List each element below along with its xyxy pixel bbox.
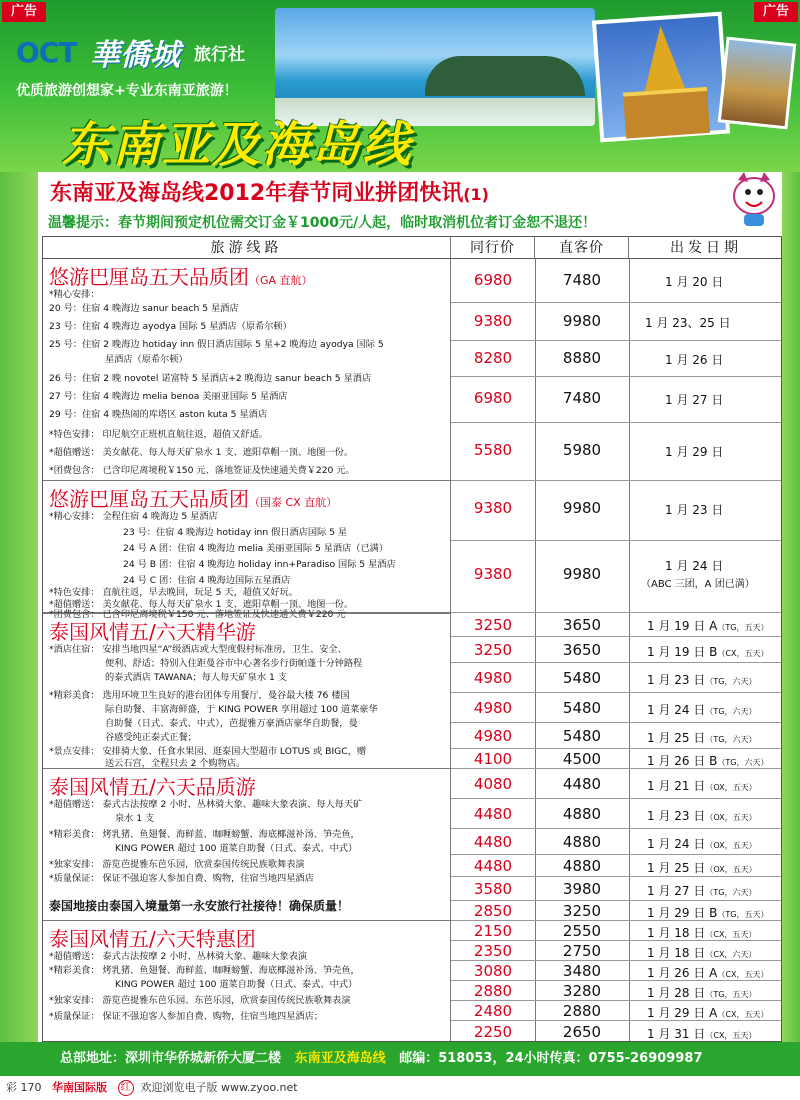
- date-text: 1 月 28 日: [647, 986, 706, 1000]
- logo-chinese: 華僑城: [90, 38, 180, 73]
- date-note: （CX，六天）: [705, 950, 757, 959]
- peer-price: 3250: [473, 641, 513, 659]
- price-row: [451, 1001, 782, 1021]
- route-detail-line: 23 号：住宿 4 晚海边 hotiday inn 假日酒店国际 5 星: [123, 527, 348, 538]
- date-note: （TG，五天）: [717, 910, 769, 919]
- date-note: （TG，五天）: [705, 990, 757, 999]
- footer-fax: 邮编：518053，24小时传真：0755-26909987: [399, 1051, 703, 1066]
- route-detail-line: 便利、舒适；特别入住距曼谷市中心著名步行街帕蓬十分钟路程: [105, 658, 363, 669]
- section-title-text: 悠游巴厘岛五天品质团: [49, 487, 249, 511]
- date-note: （TG，六天）: [705, 888, 757, 897]
- price-row: [451, 303, 782, 341]
- peer-price: 2350: [473, 942, 513, 960]
- route-detail-line: KING POWER 超过 100 道菜自助餐（日式、泰式、中式）: [115, 843, 358, 854]
- departure-date: [647, 701, 782, 718]
- price-row: [451, 541, 782, 613]
- date-note: （OX，五天）: [705, 783, 757, 792]
- departure-date: [647, 1025, 782, 1042]
- direct-price: 4880: [562, 857, 602, 875]
- ad-label-right: 广告: [754, 2, 798, 22]
- departure-date: [647, 835, 782, 852]
- direct-price: 3480: [562, 962, 602, 980]
- direct-price: 2650: [562, 1023, 602, 1041]
- section-thai-premium: [43, 613, 451, 769]
- departure-date: 1 月 23、25 日: [645, 316, 731, 330]
- date-text: 1 月 29 日 B: [647, 906, 718, 920]
- ebook-link[interactable]: 欢迎浏览电子版 www.zyoo.net: [140, 1081, 298, 1094]
- price-row: [451, 693, 782, 723]
- departure-date: 1 月 27 日: [665, 393, 724, 407]
- route-detail-line: KING POWER 超过 100 道菜自助餐（日式、泰式、中式）: [115, 979, 358, 990]
- route-detail-line: 24 号 C 团：住宿 4 晚海边国际五星酒店: [123, 575, 291, 586]
- logo-suffix: 旅行社: [194, 45, 245, 65]
- date-note: （OX，五天）: [705, 841, 757, 850]
- departure-date: [647, 777, 782, 794]
- price-row: [451, 901, 782, 921]
- route-detail-line: *特色安排： 直航往返，早去晚回，玩足 5 天，超值又好玩。: [49, 587, 298, 598]
- section-tag: （GA 直航）: [249, 274, 313, 287]
- peer-price: 9380: [473, 312, 513, 330]
- departure-date: 1 月 20 日: [665, 275, 724, 289]
- date-note: （TG，六天）: [717, 758, 769, 767]
- footer-address: 总部地址：深圳市华侨城新侨大厦二楼: [60, 1051, 282, 1066]
- price-row: [451, 855, 782, 877]
- price-row: [451, 769, 782, 799]
- section-thai-value: [43, 921, 451, 1042]
- departure-date: 1 月 24 日: [665, 559, 724, 573]
- direct-price: 5480: [562, 727, 602, 745]
- route-detail-line: *酒店住宿： 安排当地四星“A”级酒店或大型度假村标准房，卫生、安全、: [49, 644, 347, 655]
- thai-temple-photo: [592, 12, 730, 143]
- price-row: [451, 663, 782, 693]
- date-text: 1 月 23 日: [647, 673, 706, 687]
- route-price-table: [42, 236, 782, 1042]
- departure-date: [647, 1004, 782, 1021]
- departure-date: [647, 984, 782, 1001]
- direct-price: 4500: [562, 750, 602, 768]
- departure-date: [647, 729, 782, 746]
- direct-price: 9980: [562, 499, 602, 517]
- peer-price: 4080: [473, 775, 513, 793]
- peer-price: 4480: [473, 805, 513, 823]
- date-text: 1 月 31 日: [647, 1027, 706, 1041]
- temple-base-shape: [623, 87, 710, 139]
- departure-date: [647, 752, 782, 769]
- header-departure: 出发日期: [629, 237, 782, 259]
- date-note: （OX，五天）: [705, 813, 757, 822]
- peer-price: 2250: [473, 1023, 513, 1041]
- direct-price: 3650: [562, 641, 602, 659]
- peer-price: 4980: [473, 699, 513, 717]
- route-detail-line: *精心安排： 全程住宿 4 晚海边 5 星酒店: [49, 511, 218, 522]
- route-detail-line: 24 号 A 团：住宿 4 晚海边 melia 美丽亚国际 5 星酒店（已满）: [123, 543, 389, 554]
- direct-price: 3250: [562, 902, 602, 920]
- departure-date: [647, 859, 782, 876]
- section-title: 泰国风情五/六天精华游: [49, 620, 256, 644]
- route-detail-line: *独家安排： 游览芭提雅东芭乐园，欣赏泰国传统民族歌舞表演: [49, 859, 305, 870]
- section-bali-ga: [43, 259, 451, 481]
- route-detail-line: *超值赠送： 泰式古法按摩 2 小时、丛林骑大象、趣味大象表演: [49, 951, 308, 962]
- price-row: [451, 829, 782, 855]
- peer-price: 2850: [473, 902, 513, 920]
- header-route: 旅游线路: [43, 237, 451, 259]
- header-direct-price: 直客价: [535, 237, 629, 259]
- brand-logo: [16, 28, 276, 78]
- route-detail-line: *景点安排： 安排骑大象、任食水果园、逛泰国大型超市 LOTUS 或 BIGC，赠: [49, 746, 367, 757]
- direct-price: 3650: [562, 616, 602, 634]
- peer-price: 6980: [473, 271, 513, 289]
- peer-price: 3080: [473, 962, 513, 980]
- page-info-bar: [0, 1076, 800, 1100]
- peer-price: 3580: [473, 880, 513, 898]
- price-row: [451, 877, 782, 901]
- price-row: [451, 799, 782, 829]
- route-detail-line: *精彩美食： 选用环境卫生良好的港台团体专用餐厅，曼谷最大楼 76 楼国: [49, 690, 350, 701]
- mascot-icon: [726, 170, 782, 230]
- header-banner: [0, 0, 800, 172]
- route-detail-line: 际自助餐、丰富海鲜盛，于 KING POWER 享用超过 100 道菜豪华: [105, 704, 378, 715]
- brand-slogan: 优质旅游创想家+专业东南亚旅游！: [16, 83, 238, 99]
- direct-price: 4480: [562, 775, 602, 793]
- direct-price: 2750: [562, 942, 602, 960]
- direct-price: 3980: [562, 880, 602, 898]
- date-note: （CX，五天）: [705, 930, 757, 939]
- route-detail-line: 泉水 1 支: [115, 813, 155, 824]
- departure-date: 1 月 29 日: [665, 445, 724, 459]
- right-side-bar: [782, 172, 800, 1042]
- peer-price: 2150: [473, 922, 513, 940]
- route-detail-line: 27 号：住宿 4 晚海边 melia benoa 美丽亚国际 5 星酒店: [49, 391, 288, 402]
- route-detail-line: 25 号：住宿 2 晚海边 hotiday inn 假日酒店国际 5 星+2 晚海边 ayodya 国际 5: [49, 339, 384, 350]
- page-title: 东南亚及海岛线: [62, 117, 413, 172]
- price-row: [451, 921, 782, 941]
- date-note: （CX，五天）: [705, 1031, 757, 1040]
- date-text: 1 月 19 日 B: [647, 645, 718, 659]
- direct-price: 7480: [562, 271, 602, 289]
- departure-date: 1 月 23 日: [665, 503, 724, 517]
- route-detail-line: *团费包含： 已含印尼离境税￥150 元、落地签证及快速通关费￥220 元。: [49, 465, 355, 476]
- price-row: [451, 981, 782, 1001]
- direct-price: 4880: [562, 805, 602, 823]
- peer-price: 9380: [473, 565, 513, 583]
- direct-price: 7480: [562, 389, 602, 407]
- date-note: （CX，五天）: [717, 1010, 769, 1019]
- route-detail-line: 星酒店（原希尔顿）: [105, 354, 188, 365]
- route-detail-line: *精心安排：: [49, 289, 100, 300]
- route-detail-line: 送云石宫，全程只去 2 个购物店。: [105, 758, 246, 769]
- peer-price: 4480: [473, 857, 513, 875]
- route-detail-line: *质量保证： 保证不强迫客人参加自费、购物，住宿当地四星酒店；: [49, 1011, 323, 1022]
- date-text: 1 月 26 日 B: [647, 754, 718, 768]
- direct-price: 5980: [562, 441, 602, 459]
- date-text: 1 月 24 日: [647, 703, 706, 717]
- price-row: [451, 1021, 782, 1042]
- date-note: （TG，六天）: [705, 707, 757, 716]
- route-detail-line: *精彩美食： 烤乳猪、鱼翅餐、海鲜蓝、咖喱螃蟹、海底椰滋补汤、笋壳鱼，: [49, 829, 360, 840]
- peer-price: 8280: [473, 349, 513, 367]
- temple-small-photo: [718, 37, 797, 130]
- date-text: 1 月 27 日: [647, 884, 706, 898]
- peer-price: 9380: [473, 499, 513, 517]
- peer-price: 3250: [473, 616, 513, 634]
- peer-price: 4480: [473, 833, 513, 851]
- price-row: [451, 259, 782, 303]
- temple-spire-shape: [638, 24, 687, 97]
- footer-contact: [0, 1042, 800, 1076]
- date-text: 1 月 26 日 A: [647, 966, 718, 980]
- date-note: （TG，六天）: [705, 735, 757, 744]
- price-row: [451, 723, 782, 749]
- subtitle-number: (1): [463, 185, 489, 204]
- quality-guarantee-note: 泰国地接由泰国入境量第一永安旅行社接待！确保质量！: [49, 899, 350, 913]
- section-thai-quality: [43, 769, 451, 921]
- departure-date: [647, 882, 782, 899]
- date-text: 1 月 18 日: [647, 926, 706, 940]
- route-detail-line: *质量保证： 保证不强迫客人参加自费、购物，住宿当地四星酒店: [49, 873, 314, 884]
- route-detail-line: *精彩美食： 烤乳猪、鱼翅餐、海鲜蓝、咖喱螃蟹、海底椰滋补汤、笋壳鱼，: [49, 965, 360, 976]
- direct-price: 5480: [562, 699, 602, 717]
- subtitle-text: 东南亚及海岛线2012年春节同业拼团快讯: [50, 181, 464, 206]
- footer-department: 东南亚及海岛线: [294, 1051, 386, 1066]
- date-note: （OX，五天）: [705, 865, 757, 874]
- edition-label: 华南国际版: [52, 1081, 107, 1094]
- date-note: （CX，五天）: [717, 970, 769, 979]
- route-detail-line: *超值赠送： 美女献花、每人每天矿泉水 1 支、遮阳草帽一顶、地图一份。: [49, 447, 354, 458]
- date-text: 1 月 18 日: [647, 946, 706, 960]
- promo-subtitle: [50, 176, 489, 207]
- direct-price: 2550: [562, 922, 602, 940]
- price-row: [451, 481, 782, 541]
- peer-price: 6980: [473, 389, 513, 407]
- peer-price: 4980: [473, 727, 513, 745]
- departure-date: [647, 904, 782, 921]
- departure-date: [647, 617, 782, 634]
- left-side-bar: [0, 172, 38, 1042]
- date-text: 1 月 21 日: [647, 779, 706, 793]
- date-text: 1 月 19 日 A: [647, 619, 718, 633]
- price-row: [451, 961, 782, 981]
- section-title-text: 悠游巴厘岛五天品质团: [49, 265, 249, 289]
- route-detail-line: 的泰式酒店 TAWANA；每人每天矿泉水 1 支: [105, 672, 287, 683]
- departure-date: [647, 944, 782, 961]
- direct-price: 2880: [562, 1002, 602, 1020]
- departure-date: [647, 671, 782, 688]
- price-row: [451, 637, 782, 663]
- departure-date: 1 月 26 日: [665, 353, 724, 367]
- date-text: 1 月 29 日 A: [647, 1006, 718, 1020]
- route-detail-line: *特色安排： 印尼航空正班机直航往返，超值又舒适。: [49, 429, 268, 440]
- route-detail-line: 29 号：住宿 4 晚热闹的库塔区 aston kuta 5 星酒店: [49, 409, 268, 420]
- route-detail-line: *独家安排： 游览芭提雅东芭乐园、东芭乐园，欣赏泰国传统民族歌舞表演: [49, 995, 351, 1006]
- route-detail-line: 谷感受纯正泰式正餐；: [105, 732, 197, 743]
- peer-price: 2480: [473, 1002, 513, 1020]
- logo-latin: OCT: [16, 36, 77, 69]
- peer-price: 2880: [473, 982, 513, 1000]
- price-row: [451, 749, 782, 769]
- header-peer-price: 同行价: [451, 237, 535, 259]
- price-row: [451, 941, 782, 961]
- date-text: 1 月 25 日: [647, 861, 706, 875]
- date-note: （TG，五天）: [717, 623, 769, 632]
- direct-price: 8880: [562, 349, 602, 367]
- direct-price: 5480: [562, 669, 602, 687]
- route-detail-line: 26 号：住宿 2 晚 novotel 诺富特 5 星酒店+2 晚海边 sanur beach 5 星酒店: [49, 373, 372, 384]
- direct-price: 4880: [562, 833, 602, 851]
- peer-price: 4980: [473, 669, 513, 687]
- route-detail-line: *超值赠送： 美女献花、每人每天矿泉水 1 支、遮阳草帽一顶、地图一份。: [49, 599, 354, 610]
- departure-date: [647, 964, 782, 981]
- section-tag: （国泰 CX 直航）: [249, 496, 338, 509]
- route-detail-line: *超值赠送： 泰式古法按摩 2 小时、丛林骑大象、趣味大象表演、每人每天矿: [49, 799, 363, 810]
- price-row: [451, 613, 782, 637]
- date-note: （CX，五天）: [717, 649, 769, 658]
- date-text: 1 月 24 日: [647, 837, 706, 851]
- route-detail-line: *团费包含： 已含印尼离境税￥150 元、落地签证及快速通关费￥220 元: [49, 609, 346, 620]
- price-row: [451, 423, 782, 481]
- route-detail-line: 自助餐（日式、泰式、中式），芭提雅万豪酒店豪华自助餐，曼: [105, 718, 358, 729]
- date-note: （TG，六天）: [705, 677, 757, 686]
- date-text: 1 月 23 日: [647, 809, 706, 823]
- island-shape: [425, 56, 585, 96]
- date-text: 1 月 25 日: [647, 731, 706, 745]
- route-detail-line: 20 号：住宿 4 晚海边 sanur beach 5 星酒店: [49, 303, 239, 314]
- departure-date: [647, 807, 782, 824]
- red-circle-icon: 红: [118, 1080, 134, 1096]
- direct-price: 3280: [562, 982, 602, 1000]
- peer-price: 5580: [473, 441, 513, 459]
- peer-price: 4100: [473, 750, 513, 768]
- departure-date: [647, 643, 782, 660]
- page-number: 彩 170: [6, 1081, 42, 1094]
- section-bali-cx: [43, 481, 451, 613]
- ad-label-left: 广告: [2, 2, 46, 22]
- direct-price: 9980: [562, 312, 602, 330]
- price-row: [451, 377, 782, 423]
- section-title: [49, 483, 337, 512]
- departure-date: [647, 924, 782, 941]
- route-detail-line: 24 号 B 团：住宿 4 晚海边 holiday inn+Paradiso 国际 5 星酒店: [123, 559, 396, 570]
- route-detail-line: 23 号：住宿 4 晚海边 ayodya 国际 5 星酒店（原希尔顿）: [49, 321, 292, 332]
- section-title: 泰国风情五/六天特惠团: [49, 927, 256, 951]
- warm-notice: 温馨提示：春节期间预定机位需交订金￥1000元/人起，临时取消机位者订金恕不退还！: [48, 215, 597, 231]
- direct-price: 9980: [562, 565, 602, 583]
- section-title: 泰国风情五/六天品质游: [49, 775, 256, 799]
- departure-note: （ABC 三团，A 团已满）: [641, 579, 755, 590]
- section-title: [49, 261, 313, 290]
- price-row: [451, 341, 782, 377]
